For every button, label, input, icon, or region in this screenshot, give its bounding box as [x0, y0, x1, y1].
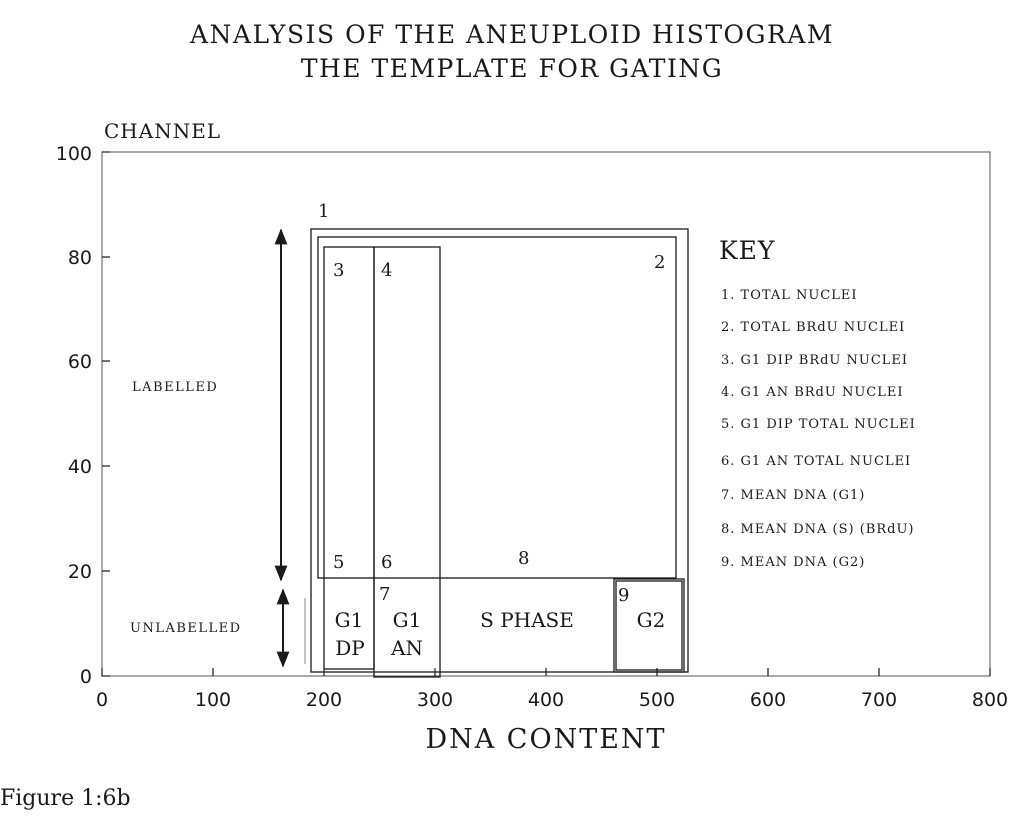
y-axis-label: CHANNEL [104, 119, 222, 143]
x-tick-label: 600 [749, 689, 787, 711]
y-tick-label: 0 [79, 666, 92, 688]
region-s-phase: S PHASE [480, 608, 574, 632]
x-tick-label: 0 [95, 689, 109, 711]
title-line-1: ANALYSIS OF THE ANEUPLOID HISTOGRAM [190, 20, 834, 49]
y-tick-label: 40 [67, 456, 92, 478]
x-tick-label: 200 [305, 689, 343, 711]
gate-number-9: 9 [618, 585, 630, 606]
region-g1-an-bottom: AN [391, 636, 423, 660]
x-tick-label: 100 [194, 689, 232, 711]
y-tick-label: 100 [55, 143, 92, 165]
gate-2-brdu-nuclei [318, 237, 676, 578]
key-item: 8. MEAN DNA (S) (BRdU) [721, 522, 915, 537]
key-item: 3. G1 DIP BRdU NUCLEI [721, 353, 909, 368]
title-line-2: THE TEMPLATE FOR GATING [300, 54, 724, 83]
gate-number-3: 3 [333, 260, 345, 281]
gate-number-5: 5 [333, 552, 345, 573]
x-tick-label: 800 [971, 689, 1009, 711]
key-item: 5. G1 DIP TOTAL NUCLEI [721, 417, 916, 432]
key-list [721, 288, 916, 570]
x-axis-label: DNA CONTENT [425, 724, 667, 755]
gate-number-1: 1 [318, 201, 330, 222]
key-title: KEY [719, 236, 776, 265]
gate-number-2: 2 [654, 252, 666, 273]
region-g1-an-top: G1 [392, 608, 422, 632]
unlabelled-label: UNLABELLED [130, 621, 242, 636]
key-item: 9. MEAN DNA (G2) [721, 555, 866, 570]
y-tick-label: 80 [67, 247, 92, 269]
key-item: 6. G1 AN TOTAL NUCLEI [721, 454, 912, 469]
x-tick-label: 500 [638, 689, 676, 711]
key-item: 7. MEAN DNA (G1) [721, 488, 866, 503]
y-tick-label: 60 [67, 351, 92, 373]
gate-number-7: 7 [379, 584, 391, 605]
gate-number-6: 6 [381, 552, 393, 573]
x-tick-label: 300 [416, 689, 454, 711]
y-tick-marks [102, 152, 110, 676]
key-item: 4. G1 AN BRdU NUCLEI [721, 385, 904, 400]
labelled-label: LABELLED [132, 380, 219, 395]
x-tick-label: 400 [527, 689, 565, 711]
gate-1-total-nuclei [311, 229, 688, 672]
gate-number-8: 8 [518, 548, 530, 569]
region-g1-dp-top: G1 [334, 608, 364, 632]
plot-frame [102, 152, 990, 676]
region-g2: G2 [636, 608, 666, 632]
key-item: 1. TOTAL NUCLEI [721, 288, 858, 303]
figure-caption: Figure 1:6b [0, 786, 131, 811]
gate-3-g1-dip [324, 247, 374, 669]
region-g1-dp-bottom: DP [335, 636, 365, 660]
key-item: 2. TOTAL BRdU NUCLEI [721, 320, 906, 335]
y-tick-label: 20 [67, 561, 92, 583]
gate-number-4: 4 [381, 260, 393, 281]
x-tick-label: 700 [860, 689, 898, 711]
